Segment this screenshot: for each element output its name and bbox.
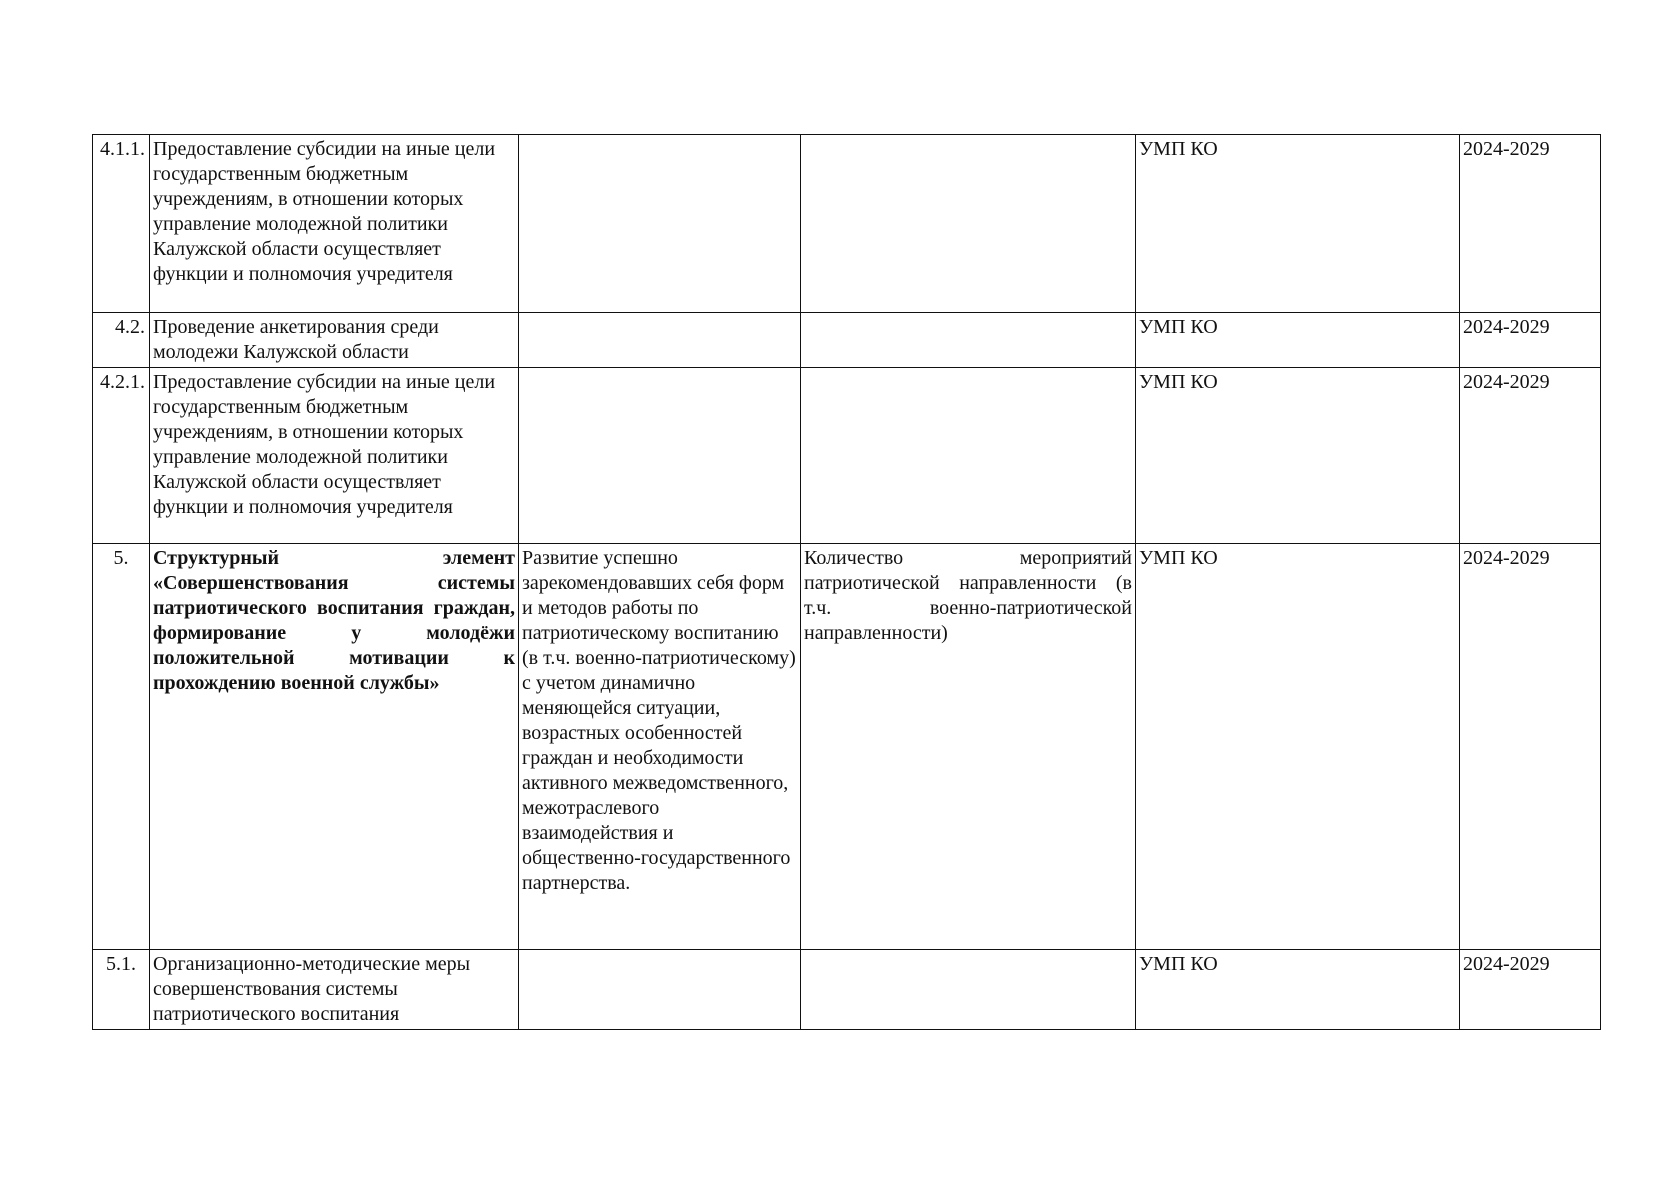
measure-indicator: [801, 950, 1136, 1030]
measure-responsible: УМП КО: [1136, 135, 1460, 313]
measure-goal: Развитие успешно зарекомендовавших себя форм и методов работы по патриотическому воспитанию (в т.ч. военно-патриотическому) с учетом динамично меняющейся ситуации, возрастных особенностей граждан и необходимости активного межведомственного, межотраслевого взаимодействия и общественно-государственного партнерства.: [519, 544, 801, 950]
measure-responsible: УМП КО: [1136, 544, 1460, 950]
measure-name: Предоставление субсидии на иные цели государственным бюджетным учреждениям, в отношении которых управление молодежной политики Калужской области осуществляет функции и полномочия учредителя: [150, 135, 519, 313]
row-number: 5.1.: [93, 950, 150, 1030]
measure-name: Проведение анкетирования среди молодежи Калужской области: [150, 313, 519, 368]
table-row: [93, 313, 1601, 368]
table-row: [93, 135, 1601, 313]
table-row: [93, 368, 1601, 544]
measure-responsible: УМП КО: [1136, 950, 1460, 1030]
measure-name: Организационно-методические меры совершенствования системы патриотического воспитания: [150, 950, 519, 1030]
measure-responsible: УМП КО: [1136, 368, 1460, 544]
row-number: 4.2.1.: [93, 368, 150, 544]
measure-years: 2024-2029: [1460, 368, 1601, 544]
measure-years: 2024-2029: [1460, 950, 1601, 1030]
measure-goal: [519, 313, 801, 368]
measure-indicator: Количество мероприятий патриотической направленности (в т.ч. военно-патриотической направленности): [801, 544, 1136, 950]
structural-element-name: Структурный элемент «Совершенствования системы патриотического воспитания граждан, формирование у молодёжи положительной мотивации к прохождению военной службы»: [150, 544, 519, 950]
measure-goal: [519, 135, 801, 313]
measure-goal: [519, 368, 801, 544]
measure-years: 2024-2029: [1460, 135, 1601, 313]
row-number: 5.: [93, 544, 150, 950]
table-row: [93, 950, 1601, 1030]
measure-years: 2024-2029: [1460, 544, 1601, 950]
row-number: 4.2.: [93, 313, 150, 368]
measure-years: 2024-2029: [1460, 313, 1601, 368]
measures-table: [92, 134, 1601, 1030]
measure-indicator: [801, 313, 1136, 368]
measure-responsible: УМП КО: [1136, 313, 1460, 368]
measure-name: Предоставление субсидии на иные цели государственным бюджетным учреждениям, в отношении которых управление молодежной политики Калужской области осуществляет функции и полномочия учредителя: [150, 368, 519, 544]
row-number: 4.1.1.: [93, 135, 150, 313]
measure-indicator: [801, 135, 1136, 313]
measure-goal: [519, 950, 801, 1030]
measure-indicator: [801, 368, 1136, 544]
table-row: [93, 544, 1601, 950]
